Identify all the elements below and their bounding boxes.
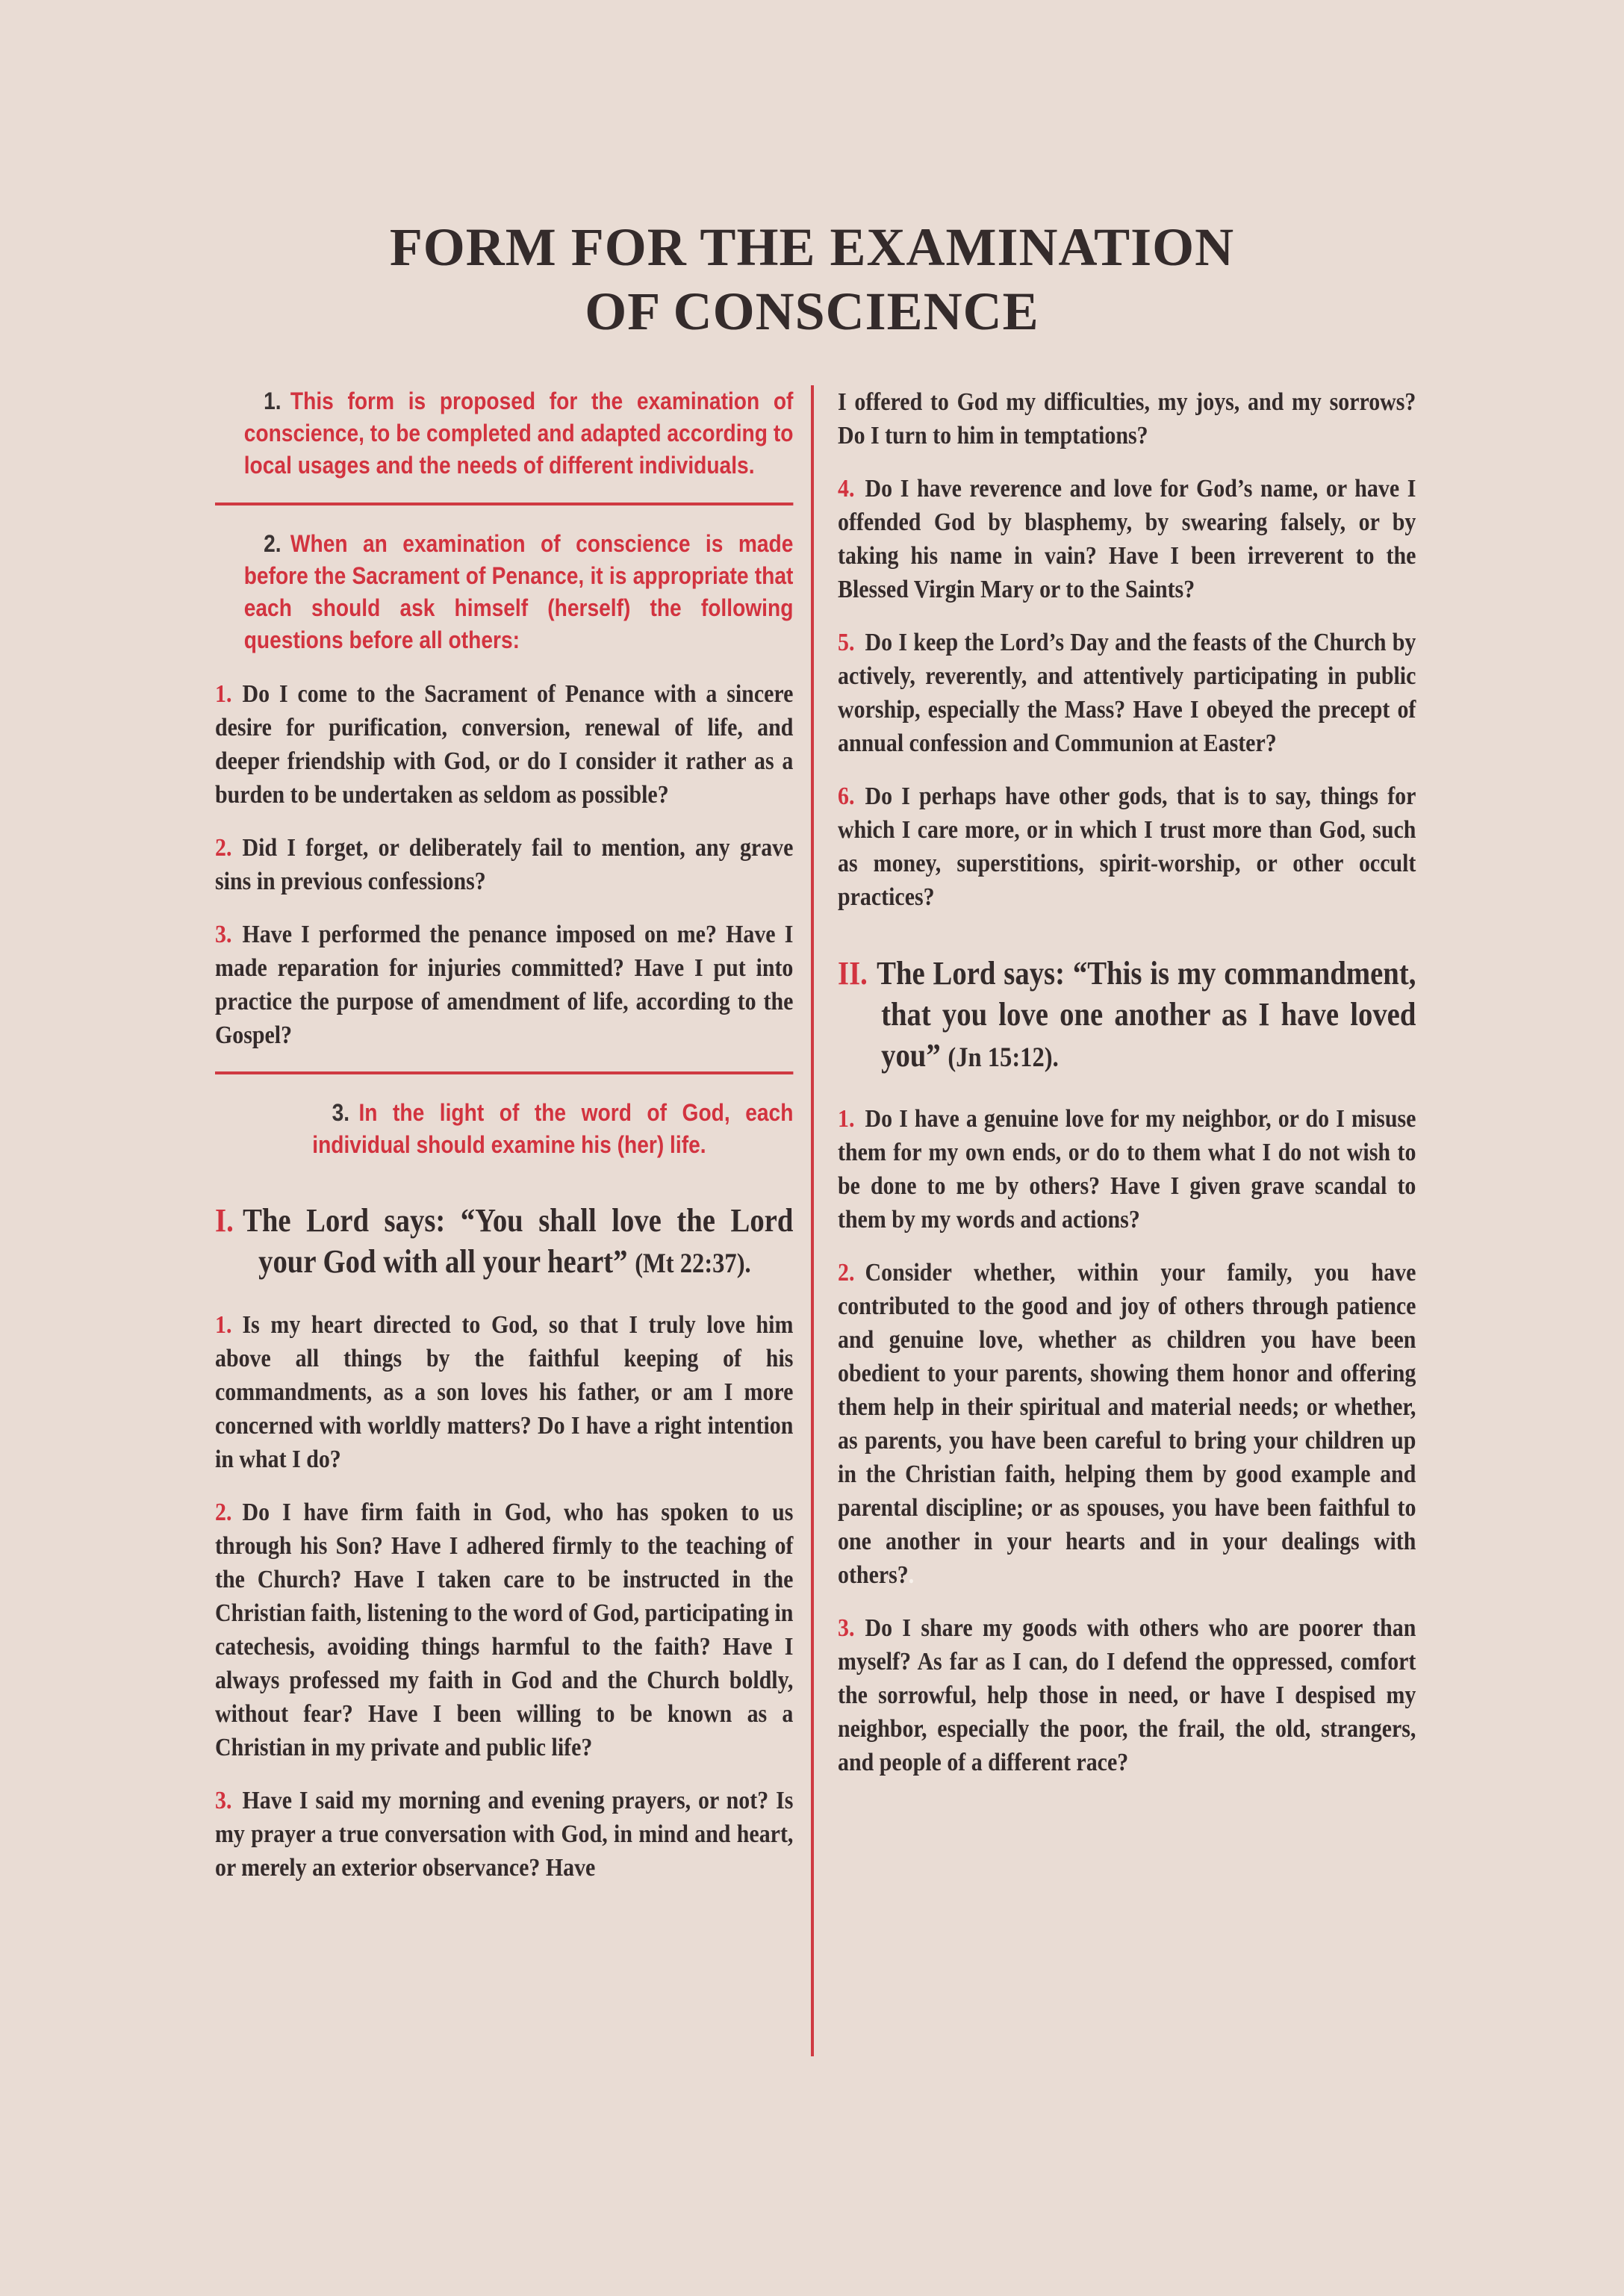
question-text: I offered to God my difficulties, my joys, and my sorrows? Do I turn to him in temptations? bbox=[838, 388, 1416, 449]
question-text: Do I perhaps have other gods, that is to say, things for which I care more, or in which I trust more than God, such as money, superstitions, spirit-worship, or other occult practices? bbox=[838, 783, 1416, 911]
rubric-number: 2. bbox=[264, 530, 281, 557]
question-number: 1. bbox=[215, 680, 232, 708]
section1-question-1 bbox=[215, 1308, 793, 1476]
question-text: Consider whether, within your family, you have contributed to the good and joy of others through patience and genuine love, whether as children you have been obedient to your parents, showing them honor and offering them help in their spiritual and material needs; or whether, as parents, you have been careful to bring your children up in the Christian faith, helping them by good example and parental discipline; or as spouses, you have been faithful to one another in your hearts and in your dealings with others? bbox=[838, 1259, 1416, 1589]
column-divider-rule bbox=[811, 385, 814, 2056]
section2-question-3 bbox=[838, 1611, 1416, 1779]
section-heading-2 bbox=[838, 953, 1416, 1078]
question-number: 3. bbox=[215, 921, 232, 948]
question-text: Do I have reverence and love for God’s name, or have I offended God by blasphemy, by swearing falsely, or by taking his name in vain? Have I been irreverent to the Blessed Virgin Mary or to the Saints? bbox=[838, 475, 1416, 603]
scripture-citation: (Jn 15:12). bbox=[948, 1042, 1059, 1073]
question-text: Is my heart directed to God, so that I truly love him above all things by the faithful keeping of his commandments, as a son loves his father, or am I more concerned with worldly matters? Do I have a right intention in what I do? bbox=[215, 1311, 794, 1473]
question-number: 3. bbox=[838, 1614, 855, 1642]
question-3 bbox=[215, 918, 793, 1052]
question-6 bbox=[838, 780, 1416, 914]
right-column bbox=[838, 385, 1416, 1799]
section-numeral: II. bbox=[838, 955, 868, 992]
rubric-text: When an examination of conscience is made before the Sacrament of Penance, it is appropriate that each should ask himself (herself) the following questions before all others: bbox=[243, 530, 794, 653]
question-number: 3. bbox=[215, 1787, 232, 1814]
question-1 bbox=[215, 677, 793, 812]
question-text: Do I have a genuine love for my neighbor, or do I misuse them for my own ends, or do to them what I do not wish to be done to me by others? Have I given grave scandal to them by my words and actions? bbox=[838, 1105, 1416, 1233]
question-4 bbox=[838, 472, 1416, 606]
question-text: Did I forget, or deliberately fail to mention, any grave sins in previous confessions? bbox=[215, 834, 794, 895]
question-number: 2. bbox=[215, 1499, 232, 1526]
horizontal-rule bbox=[215, 1071, 793, 1074]
question-number: 6. bbox=[838, 783, 855, 810]
scripture-citation: (Mt 22:37). bbox=[635, 1248, 751, 1279]
question-2 bbox=[215, 831, 793, 898]
stray-light-period: . bbox=[908, 1561, 915, 1589]
section1-question-2 bbox=[215, 1496, 793, 1764]
question-text: Do I have firm faith in God, who has spoken to us through his Son? Have I adhered firmly to the teaching of the Church? Have I taken care to be instructed in the Christian faith, listening to the word of God, participating in catechesis, avoiding things harmful to the faith? Have I always professed my faith in God and the Church boldly, without fear? Have I been willing to be known as a Christian in my private and public life? bbox=[215, 1499, 794, 1761]
rubric-text: This form is proposed for the examination of conscience, to be completed and adapted according to local usages and the needs of different individuals. bbox=[243, 388, 794, 479]
section1-question-3 bbox=[215, 1784, 793, 1885]
page-title bbox=[0, 215, 1624, 343]
continuation-paragraph bbox=[838, 385, 1416, 452]
page-title-line1: FORM FOR THE EXAMINATION bbox=[389, 217, 1235, 277]
section-numeral: I. bbox=[215, 1202, 234, 1239]
question-text: Have I performed the penance imposed on me? Have I made reparation for injuries committed? Have I put into practice the purpose of amendment of life, according to the Gospel? bbox=[215, 921, 794, 1049]
question-number: 5. bbox=[838, 629, 855, 656]
question-number: 1. bbox=[215, 1311, 232, 1339]
section2-question-2 bbox=[838, 1256, 1416, 1592]
question-number: 2. bbox=[838, 1259, 855, 1287]
question-number: 2. bbox=[215, 834, 232, 862]
page-title-line2: OF CONSCIENCE bbox=[585, 281, 1039, 341]
section-heading-text: The Lord says: “This is my commandment, that you love one another as I have loved you” bbox=[877, 955, 1416, 1074]
rubric-number: 1. bbox=[264, 388, 281, 414]
question-5 bbox=[838, 626, 1416, 760]
rubric-paragraph-1 bbox=[244, 385, 794, 482]
rubric-paragraph-2 bbox=[244, 528, 794, 656]
question-text: Do I share my goods with others who are poorer than myself? As far as I can, do I defend the oppressed, comfort the sorrowful, help those in need, or have I despised my neighbor, especially the poor, the frail, the old, strangers, and people of a different race? bbox=[838, 1614, 1416, 1776]
rubric-paragraph-3 bbox=[312, 1097, 793, 1161]
rubric-number: 3. bbox=[332, 1099, 350, 1126]
section-heading-text: The Lord says: “You shall love the Lord your God with all your heart” bbox=[243, 1202, 794, 1280]
left-column bbox=[215, 385, 793, 1904]
section2-question-1 bbox=[838, 1102, 1416, 1236]
horizontal-rule bbox=[215, 503, 793, 505]
question-text: Do I come to the Sacrament of Penance with a sincere desire for purification, conversion, renewal of life, and deeper friendship with God, or do I consider it rather as a burden to be undertaken as seldom as possible? bbox=[215, 680, 794, 809]
question-text: Do I keep the Lord’s Day and the feasts of the Church by actively, reverently, and attentively participating in public worship, especially the Mass? Have I obeyed the precept of annual confession and Communion at Easter? bbox=[838, 629, 1416, 757]
question-number: 1. bbox=[838, 1105, 855, 1133]
section-heading-1 bbox=[215, 1200, 793, 1284]
question-number: 4. bbox=[838, 475, 855, 503]
question-text: Have I said my morning and evening prayers, or not? Is my prayer a true conversation with God, in mind and heart, or merely an exterior observance? Have bbox=[215, 1787, 794, 1882]
rubric-text: In the light of the word of God, each individual should examine his (her) life. bbox=[312, 1099, 794, 1158]
